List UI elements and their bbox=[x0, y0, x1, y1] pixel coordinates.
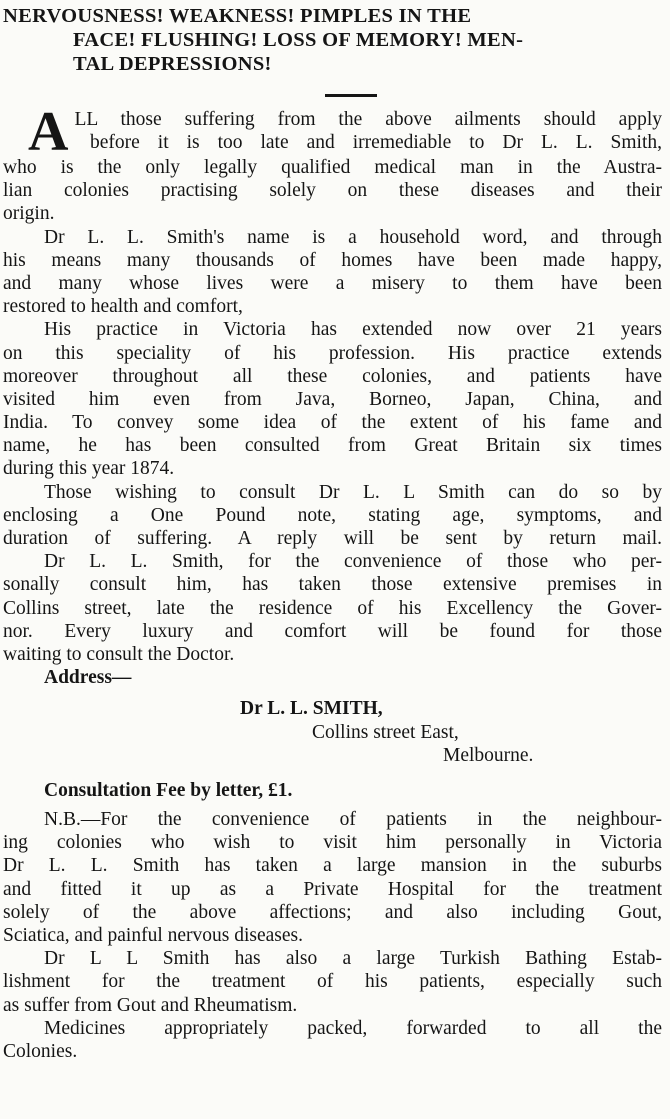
text-line: Dr L L Smith has also a large Turkish Bathing Estab- bbox=[44, 948, 662, 970]
text-line: enclosing a One Pound note, stating age, symptoms, and bbox=[3, 504, 662, 526]
text-line: moreover throughout all these colonies, and patients have bbox=[3, 365, 662, 387]
text-line: his means many thousands of homes have been made happy, bbox=[3, 249, 662, 271]
text-line: Sciatica, and painful nervous diseases. bbox=[3, 925, 303, 946]
text-line: His practice in Victoria has extended now over 21 years bbox=[44, 319, 662, 341]
text-line: who is the only legally qualified medical man in the Austra- bbox=[3, 157, 662, 178]
text-line: India. To convey some idea of the extent of his fame and bbox=[3, 412, 662, 434]
paragraph-practice bbox=[0, 318, 670, 480]
text-line: N.B.—For the convenience of patients in the neighbour- bbox=[44, 809, 662, 831]
text-line: ing colonies who wish to visit him personally in Victoria bbox=[3, 832, 662, 854]
paragraph-private-hospital bbox=[0, 808, 670, 947]
text-line: name, he has been consulted from Great Britain six times bbox=[3, 435, 662, 457]
section-rule bbox=[325, 94, 377, 97]
text-line: Collins street, late the residence of his Excellency the Gover- bbox=[3, 597, 662, 619]
text-line: nor. Every luxury and comfort will be found for those bbox=[3, 620, 662, 642]
headline-line-2: FACE! FLUSHING! LOSS OF MEMORY! MEN- bbox=[73, 29, 524, 51]
text-line: on this speciality of his profession. His practice extends bbox=[3, 342, 662, 364]
text-line: Medicines appropriately packed, forwarded to all the bbox=[44, 1017, 662, 1039]
text-line: sonally consult him, has taken those extensive premises in bbox=[3, 574, 662, 596]
paragraph-turkish-bath bbox=[0, 947, 670, 1017]
paragraph-household-word bbox=[0, 226, 670, 319]
headline-line-1: NERVOUSNESS! WEAKNESS! PIMPLES IN THE bbox=[3, 5, 472, 27]
text-line: LL those suffering from the above ailments should apply bbox=[74, 109, 662, 130]
address-block bbox=[0, 666, 670, 767]
address-name: Dr L. L. SMITH, bbox=[240, 698, 383, 720]
drop-cap: A bbox=[28, 101, 69, 163]
paragraph-consult-by-letter bbox=[0, 481, 670, 551]
headline bbox=[3, 4, 667, 76]
text-line: visited him even from Java, Borneo, Japan, China, and bbox=[3, 388, 662, 410]
text-line: origin. bbox=[3, 203, 55, 225]
address-label: Address— bbox=[44, 667, 132, 689]
paragraph-premises bbox=[0, 550, 670, 666]
text-line: as suffer from Gout and Rheumatism. bbox=[3, 994, 298, 1016]
advertisement-body bbox=[0, 101, 670, 1063]
text-line: Those wishing to consult Dr L. L Smith can do so by bbox=[44, 481, 662, 503]
text-line: before it is too late and irremediable to Dr L. L. Smith, bbox=[90, 132, 662, 154]
address-city: Melbourne. bbox=[443, 744, 534, 766]
text-line: Dr L. L. Smith has taken a large mansion in the suburbs bbox=[3, 855, 662, 877]
text-line: Colonies. bbox=[3, 1040, 78, 1062]
text-line: during this year 1874. bbox=[3, 458, 175, 480]
text-line: Dr L. L. Smith's name is a household word, and through bbox=[44, 226, 662, 248]
address-street: Collins street East, bbox=[312, 721, 459, 743]
text-line: lian colonies practising solely on these diseases and their bbox=[3, 180, 662, 202]
text-line: lishment for the treatment of his patients, especially such bbox=[3, 971, 662, 993]
text-line: and fitted it up as a Private Hospital for the treatment bbox=[3, 878, 662, 900]
paragraph-intro bbox=[0, 101, 670, 226]
consultation-fee: Consultation Fee by letter, £1. bbox=[44, 779, 293, 801]
text-line: Dr L. L. Smith, for the convenience of those who per- bbox=[44, 551, 662, 573]
text-line: waiting to consult the Doctor. bbox=[3, 643, 235, 665]
paragraph-medicines bbox=[0, 1017, 670, 1063]
text-line: and many whose lives were a misery to them have been bbox=[3, 272, 662, 294]
headline-line-3: TAL DEPRESSIONS! bbox=[73, 53, 272, 75]
text-line: duration of suffering. A reply will be sent by return mail. bbox=[3, 528, 662, 549]
text-line: restored to health and comfort, bbox=[3, 296, 243, 318]
text-line: solely of the above affections; and also including Gout, bbox=[3, 901, 662, 923]
